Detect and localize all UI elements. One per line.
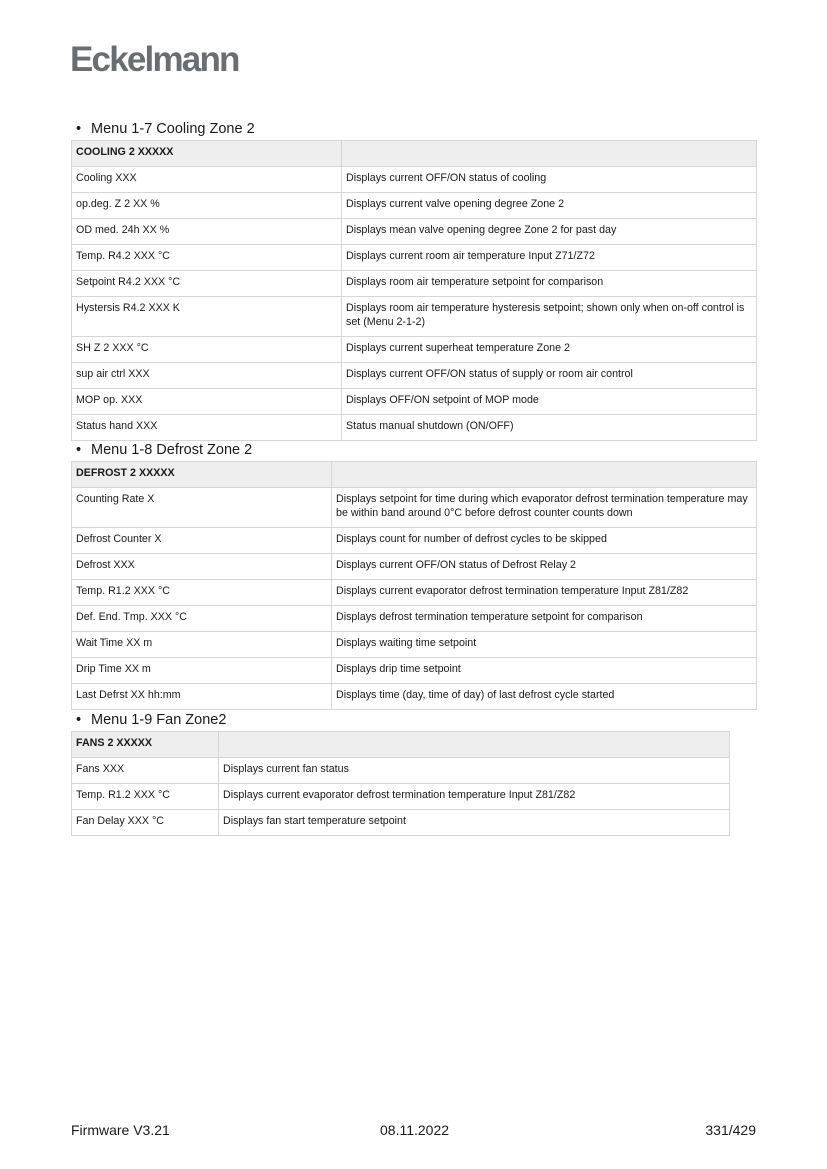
parameter-cell: Temp. R1.2 XXX °C <box>72 784 219 810</box>
table-row <box>72 297 757 337</box>
description-cell: Displays current evaporator defrost termination temperature Input Z81/Z82 <box>332 580 757 606</box>
defrost-table <box>71 461 757 710</box>
table-row <box>72 245 757 271</box>
description-cell: Displays room air temperature hysteresis setpoint; shown only when on-off control is set (Menu 2-1-2) <box>342 297 757 337</box>
description-cell: Displays defrost termination temperature setpoint for comparison <box>332 606 757 632</box>
parameter-cell: Last Defrst XX hh:mm <box>72 684 332 710</box>
table-row <box>72 193 757 219</box>
table-header-cell <box>219 732 730 758</box>
table-row <box>72 810 730 836</box>
bullet-dot: • <box>76 712 82 728</box>
parameter-cell: Def. End. Tmp. XXX °C <box>72 606 332 632</box>
section-heading <box>71 120 757 140</box>
description-cell: Displays waiting time setpoint <box>332 632 757 658</box>
footer-firmware: Firmware V3.21 <box>71 1122 170 1138</box>
table-header-cell: COOLING 2 XXXXX <box>72 141 342 167</box>
parameter-cell: Temp. R1.2 XXX °C <box>72 580 332 606</box>
description-cell: Displays current fan status <box>219 758 730 784</box>
description-cell: Displays current superheat temperature Zone 2 <box>342 337 757 363</box>
table-row <box>72 784 730 810</box>
cooling-table <box>71 140 757 441</box>
description-cell: Displays count for number of defrost cycles to be skipped <box>332 528 757 554</box>
table-row <box>72 658 757 684</box>
table-row <box>72 606 757 632</box>
section-heading <box>71 441 757 461</box>
section-heading <box>71 711 730 731</box>
parameter-cell: OD med. 24h XX % <box>72 219 342 245</box>
parameter-cell: Defrost Counter X <box>72 528 332 554</box>
parameter-cell: Wait Time XX m <box>72 632 332 658</box>
bullet-dot: • <box>76 442 82 458</box>
table-header-cell: FANS 2 XXXXX <box>72 732 219 758</box>
description-cell: Displays current OFF/ON status of supply or room air control <box>342 363 757 389</box>
description-cell: Displays current valve opening degree Zone 2 <box>342 193 757 219</box>
footer-page-number: 331/429 <box>705 1122 756 1138</box>
table-row <box>72 488 757 528</box>
description-cell: Displays current OFF/ON status of Defrost Relay 2 <box>332 554 757 580</box>
parameter-cell: Fan Delay XXX °C <box>72 810 219 836</box>
table-row <box>72 415 757 441</box>
description-cell: Status manual shutdown (ON/OFF) <box>342 415 757 441</box>
table-header-cell <box>332 462 757 488</box>
section-defrost-zone-2 <box>71 441 757 710</box>
description-cell: Displays room air temperature setpoint for comparison <box>342 271 757 297</box>
table-row <box>72 363 757 389</box>
table-row <box>72 632 757 658</box>
table-row <box>72 167 757 193</box>
parameter-cell: Fans XXX <box>72 758 219 784</box>
parameter-cell: SH Z 2 XXX °C <box>72 337 342 363</box>
parameter-cell: Drip Time XX m <box>72 658 332 684</box>
table-header-cell <box>342 141 757 167</box>
table-header-row <box>72 462 757 488</box>
description-cell: Displays time (day, time of day) of last defrost cycle started <box>332 684 757 710</box>
parameter-cell: Cooling XXX <box>72 167 342 193</box>
section-title: Menu 1-8 Defrost Zone 2 <box>91 442 253 458</box>
footer-date: 08.11.2022 <box>380 1122 450 1138</box>
bullet-dot: • <box>76 121 82 137</box>
parameter-cell: op.deg. Z 2 XX % <box>72 193 342 219</box>
description-cell: Displays current OFF/ON status of cooling <box>342 167 757 193</box>
table-row <box>72 219 757 245</box>
section-title: Menu 1-9 Fan Zone2 <box>91 712 227 728</box>
eckelmann-logo: Eckelmann <box>70 40 239 79</box>
parameter-cell: Hystersis R4.2 XXX K <box>72 297 342 337</box>
parameter-cell: MOP op. XXX <box>72 389 342 415</box>
description-cell: Displays fan start temperature setpoint <box>219 810 730 836</box>
table-row <box>72 337 757 363</box>
parameter-cell: sup air ctrl XXX <box>72 363 342 389</box>
description-cell: Displays current room air temperature Input Z71/Z72 <box>342 245 757 271</box>
description-cell: Displays setpoint for time during which evaporator defrost termination temperature may be within band around 0°C before defrost counter counts down <box>332 488 757 528</box>
section-fan-zone-2 <box>71 711 730 836</box>
parameter-cell: Defrost XXX <box>72 554 332 580</box>
table-row <box>72 554 757 580</box>
table-header-row <box>72 141 757 167</box>
description-cell: Displays current evaporator defrost termination temperature Input Z81/Z82 <box>219 784 730 810</box>
parameter-cell: Status hand XXX <box>72 415 342 441</box>
description-cell: Displays drip time setpoint <box>332 658 757 684</box>
table-row <box>72 528 757 554</box>
table-header-row <box>72 732 730 758</box>
table-row <box>72 580 757 606</box>
table-row <box>72 271 757 297</box>
description-cell: Displays mean valve opening degree Zone 2 for past day <box>342 219 757 245</box>
table-row <box>72 389 757 415</box>
fans-table <box>71 731 730 836</box>
section-cooling-zone-2 <box>71 120 757 441</box>
parameter-cell: Counting Rate X <box>72 488 332 528</box>
parameter-cell: Setpoint R4.2 XXX °C <box>72 271 342 297</box>
table-header-cell: DEFROST 2 XXXXX <box>72 462 332 488</box>
parameter-cell: Temp. R4.2 XXX °C <box>72 245 342 271</box>
section-title: Menu 1-7 Cooling Zone 2 <box>91 121 255 137</box>
description-cell: Displays OFF/ON setpoint of MOP mode <box>342 389 757 415</box>
table-row <box>72 684 757 710</box>
table-row <box>72 758 730 784</box>
